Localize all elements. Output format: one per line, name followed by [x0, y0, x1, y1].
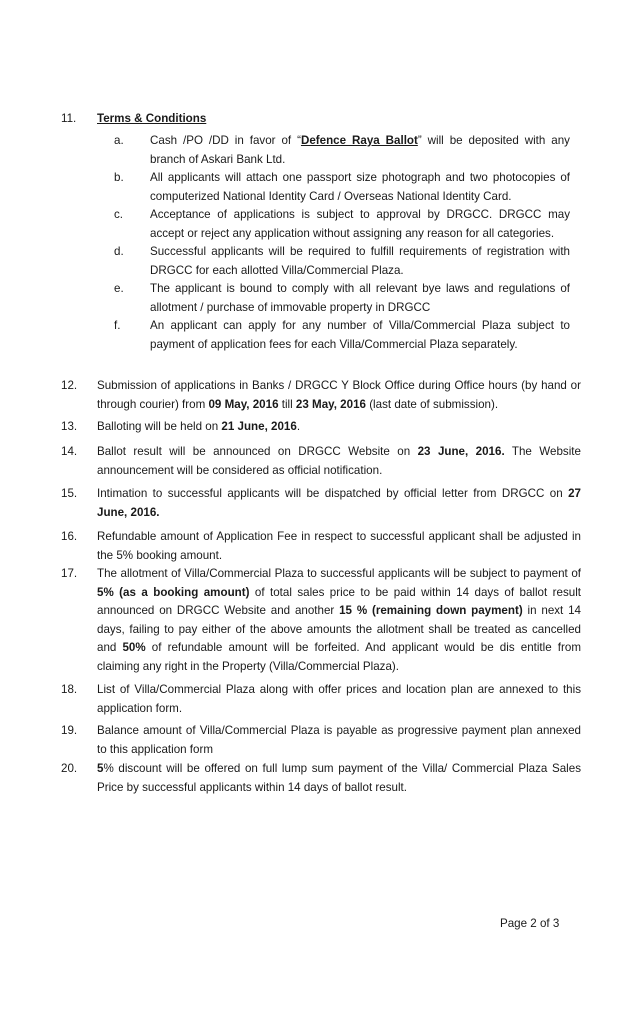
condition-text	[150, 169, 570, 206]
text-run: An applicant can apply for any number of Villa/Commercial Plaza subject to payment of application fees for each Villa/Commercial Plaza separately.	[150, 319, 570, 351]
text-run: ” will be deposited with any branch of Askari Bank Ltd.	[150, 134, 570, 166]
text-run: Ballot result will be announced on DRGCC Website on	[97, 445, 418, 458]
text-run: Cash /PO /DD in favor of “	[150, 134, 301, 147]
text-run: The Website announcement will be considered as official notification.	[97, 445, 581, 477]
text-run: .	[296, 420, 301, 433]
clause-number: 19.	[61, 724, 78, 737]
clause-text	[97, 760, 581, 797]
clause-text	[97, 528, 581, 565]
clause-number: 14.	[61, 445, 78, 458]
clause-text	[97, 565, 581, 676]
clause-number: 18.	[61, 683, 78, 696]
emphasis-text: 23 June, 2016.	[417, 445, 505, 458]
emphasis-text: Defence Raya Ballot	[300, 134, 418, 147]
text-run: in next 14 days, failing to pay either of the above amounts the allotment shall be treated as cancelled and	[97, 604, 582, 654]
emphasis-text: 09 May, 2016	[208, 397, 279, 411]
text-run: Balance amount of Villa/Commercial Plaza is payable as progressive payment plan annexed to this application form	[97, 724, 581, 756]
page-number: Page 2 of 3	[500, 917, 560, 930]
condition-letter: f.	[114, 319, 121, 332]
clause-number: 17.	[61, 567, 78, 580]
emphasis-text: 50%	[122, 641, 146, 654]
text-run: (last date of submission).	[365, 397, 499, 411]
condition-letter: d.	[114, 245, 124, 258]
clause-number: 11.	[61, 112, 77, 125]
emphasis-text: 23 May, 2016	[295, 397, 366, 411]
clause-text	[97, 377, 581, 414]
text-run: % discount will be offered on full lump sum payment of the Villa/ Commercial Plaza Sales Price by successful applicants within 14 days of ballot result.	[97, 762, 581, 794]
text-run: of total sales price to be paid within 14 days of ballot result announced on DRGCC Website and another	[97, 585, 581, 617]
condition-text	[150, 243, 570, 280]
clause-number: 20.	[61, 762, 78, 775]
clause-number: 16.	[61, 530, 78, 543]
condition-letter: e.	[114, 282, 124, 295]
text-run: Submission of applications in Banks / DRGCC Y Block Office during Office hours (by hand or through courier) from	[97, 379, 581, 411]
text-run: The allotment of Villa/Commercial Plaza to successful applicants will be subject to payment of	[97, 567, 581, 580]
condition-text	[150, 280, 570, 317]
emphasis-text: 27 June, 2016.	[97, 487, 581, 519]
condition-text	[150, 206, 570, 243]
section-heading: Terms & Conditions	[97, 112, 207, 125]
text-run: All applicants will attach one passport size photograph and two photocopies of computerized National Identity Card / Overseas National Identity Card.	[150, 171, 570, 203]
condition-text	[150, 132, 570, 169]
text-run: Balloting will be held on	[97, 420, 222, 433]
clause-text	[97, 722, 581, 759]
emphasis-text: 5	[97, 762, 104, 775]
text-run: The applicant is bound to comply with all relevant bye laws and regulations of allotment / purchase of immovable property in DRGCC	[150, 282, 570, 314]
condition-letter: a.	[114, 134, 124, 147]
text-run: Acceptance of applications is subject to approval by DRGCC. DRGCC may accept or reject any application without assigning any reason for all categories.	[150, 208, 570, 240]
condition-letter: c.	[114, 208, 124, 221]
emphasis-text: 5% (as a booking amount)	[97, 585, 250, 599]
condition-text	[150, 317, 570, 354]
clause-text	[97, 485, 581, 522]
emphasis-text: 21 June, 2016	[221, 420, 297, 433]
clause-text	[97, 443, 581, 480]
condition-letter: b.	[114, 171, 124, 184]
text-run: of refundable amount will be forfeited. And applicant would be dis entitle from claiming any right in the Property (Villa/Commercial Plaza).	[97, 641, 581, 673]
clause-text	[97, 418, 581, 437]
text-run: List of Villa/Commercial Plaza along with offer prices and location plan are annexed to this application form.	[97, 683, 581, 715]
text-run: Successful applicants will be required to fulfill requirements of registration with DRGCC for each allotted Villa/Commercial Plaza.	[150, 245, 570, 277]
clause-number: 13.	[61, 420, 78, 433]
text-run: till	[278, 397, 296, 411]
clause-number: 15.	[61, 487, 78, 500]
text-run: Intimation to successful applicants will be dispatched by official letter from DRGCC on	[97, 487, 569, 500]
clause-text	[97, 681, 581, 718]
clause-number: 12.	[61, 379, 78, 392]
emphasis-text: 15 % (remaining down payment)	[339, 604, 523, 617]
text-run: Refundable amount of Application Fee in respect to successful applicant shall be adjusted in the 5% booking amount.	[97, 530, 581, 562]
